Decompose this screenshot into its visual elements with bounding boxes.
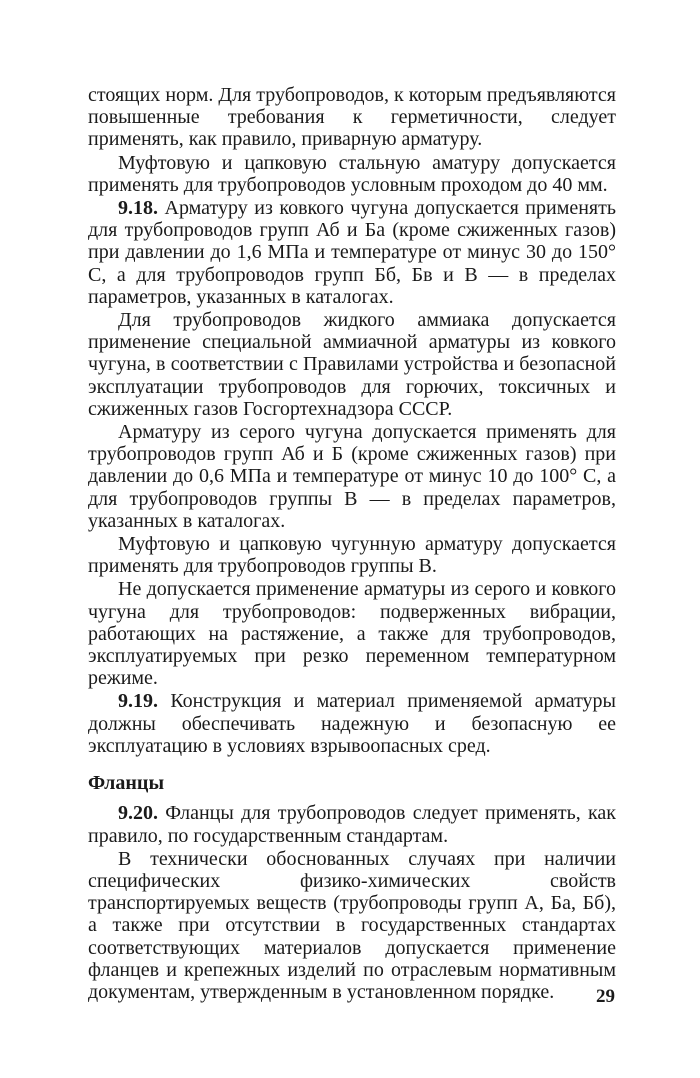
paragraph-continuation: стоящих норм. Для трубопроводов, к которым предъявляются повышенные требования к герметичности, следует применять, как правило, приварную арматуру.: [88, 84, 616, 151]
paragraph-ammonia: Для трубопроводов жидкого аммиака допускается применение специальной аммиачной арматуры из ковкого чугуна, в соответствии с Правилами устройства и безопасной эксплуатации трубопроводов для горючих, токсичных и сжиженных газов Госгортехнадзора СССР.: [88, 309, 616, 420]
paragraph-coupling-cast-iron: Муфтовую и цапковую чугунную арматуру допускается применять для трубопроводов группы В.: [88, 533, 616, 578]
clause-text-9-20: Фланцы для трубопроводов следует применять, как правило, по государственным стандартам.: [88, 802, 616, 847]
paragraph-justified-cases: В технически обоснованных случаях при наличии специфических физико-химических свойств транспортируемых веществ (трубопроводы групп А, Ба, Бб), а также при отсутствии в государственных стандартах соответствующих материалов допускается применение фланцев и крепежных изделий по отраслевым нормативным документам, утвержденным в установленном порядке.: [88, 847, 616, 1003]
section-heading-flanges: Фланцы: [88, 772, 165, 795]
clause-number-9-20: 9.20.: [118, 802, 158, 825]
page-number: 29: [596, 986, 615, 1007]
clause-number-9-19: 9.19.: [118, 690, 158, 713]
paragraph-9-20: [88, 802, 616, 846]
paragraph-grey-cast-iron: Арматуру из серого чугуна допускается применять для трубопроводов групп Аб и Б (кроме сжиженных газов) при давлении до 0,6 МПа и температуре от минус 10 до 100° С, а для трубопроводов группы В — в пределах параметров, указанных в каталогах.: [88, 421, 616, 532]
page-body: [88, 84, 616, 1004]
paragraph-9-19: [88, 690, 616, 757]
clause-number-9-18: 9.18.: [118, 197, 158, 220]
paragraph-9-18: [88, 197, 616, 308]
paragraph-prohibition: Не допускается применение арматуры из серого и ковкого чугуна для трубопроводов: подверженных вибрации, работающих на растяжение, а также для трубопроводов, эксплуатируемых при резко переменном температурном режиме.: [88, 578, 616, 690]
clause-text-9-19: Конструкция и материал применяемой арматуры должны обеспечивать надежную и безопасную ее эксплуатацию в условиях взрывоопасных сред.: [88, 690, 616, 757]
paragraph-coupling-steel: Муфтовую и цапковую стальную аматуру допускается применять для трубопроводов условным проходом до 40 мм.: [88, 151, 616, 196]
clause-text-9-18: Арматуру из ковкого чугуна допускается применять для трубопроводов групп Аб и Ба (кроме сжиженных газов) при давлении до 1,6 МПа и температуре от минус 30 до 150° С, а для трубопроводов групп Бб, Бв и В — в пределах параметров, указанных в каталогах.: [88, 197, 616, 308]
